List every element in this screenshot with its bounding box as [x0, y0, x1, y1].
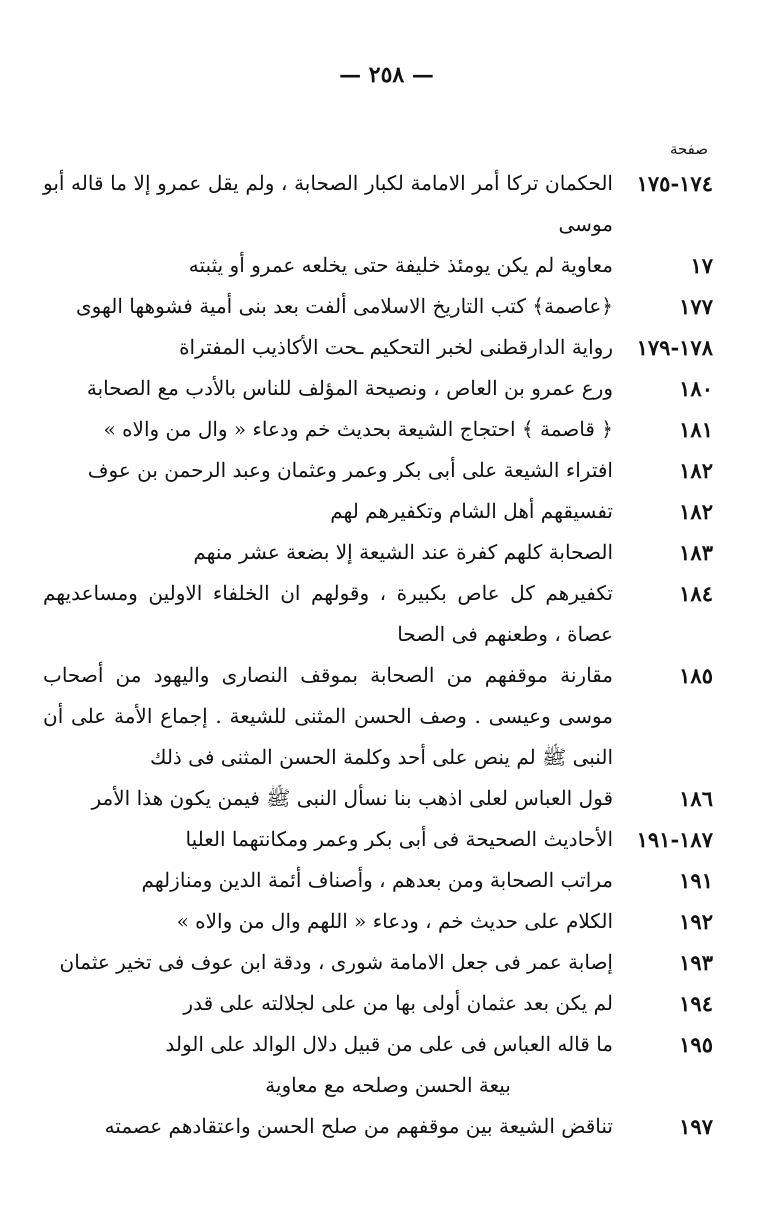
- entry-text: ﴿عاصمة﴾ كتب التاريخ الاسلامى ألفت بعد بنى أمية فشوهها الهوى: [76, 294, 613, 318]
- index-entry: [43, 409, 713, 450]
- entry-text: قول العباس لعلى اذهب بنا نسأل النبى ﷺ فيمن يكون هذا الأمر: [91, 786, 613, 810]
- index-entry: [43, 942, 713, 983]
- entry-text: مراتب الصحابة ومن بعدهم ، وأصناف أئمة الدين ومنازلهم: [141, 868, 613, 892]
- entry-page-number: ١٨٤: [679, 581, 713, 606]
- entry-page-number: ١٧٤-١٧٥: [636, 171, 713, 196]
- entry-text: تفسيقهم أهل الشام وتكفيرهم لهم: [330, 499, 613, 523]
- entry-page-number: ١٨٢: [679, 458, 713, 483]
- index-entry: [43, 901, 713, 942]
- entry-page-number: ١٨٦: [679, 786, 713, 811]
- entry-text: الحكمان تركا أمر الامامة لكبار الصحابة ، ولم يقل عمرو إلا ما قاله أبو موسى: [43, 171, 613, 236]
- entry-page-number: ١٨٧-١٩١: [636, 827, 713, 852]
- entry-text: ما قاله العباس فى على من قبيل دلال الوالد على الولد: [165, 1032, 613, 1056]
- entry-page-number: ١٩١: [679, 868, 713, 893]
- entry-page-number: ١٧: [690, 253, 713, 278]
- entry-page-number: ١٨٥: [679, 663, 713, 688]
- page-number: — ٢٥٨ —: [339, 62, 434, 88]
- index-entries: [43, 163, 713, 1147]
- entry-page-number: ١٩٥: [679, 1032, 713, 1057]
- page-column-label: صفحة: [669, 140, 708, 158]
- index-entry: [43, 860, 713, 901]
- entry-page-number: ١٧٧: [679, 294, 713, 319]
- entry-page-number: ١٩٤: [679, 991, 713, 1016]
- index-entry: [43, 327, 713, 368]
- index-entry: [43, 491, 713, 532]
- entry-page-number: ١٨٢: [679, 499, 713, 524]
- index-entry: [43, 983, 713, 1024]
- entry-text: مقارنة موقفهم من الصحابة بموقف النصارى واليهود من أصحاب موسى وعيسى . وصف الحسن المثنى للشيعة . إجماع الأمة على أن النبى ﷺ لم ينص على أحد وكلمة الحسن المثنى فى ذلك: [43, 663, 613, 769]
- entry-text: الصحابة كلهم كفرة عند الشيعة إلا بضعة عشر منهم: [193, 540, 613, 564]
- entry-text: رواية الدارقطنى لخبر التحكيم ـحت الأكاذيب المفتراة: [179, 335, 613, 359]
- entry-page-number: ١٨٠: [679, 376, 713, 401]
- entry-page-number: ١٨١: [679, 417, 713, 442]
- index-entry: [43, 655, 713, 778]
- index-entry: [43, 819, 713, 860]
- index-entry: [43, 286, 713, 327]
- entry-text: إصابة عمر فى جعل الامامة شورى ، ودقة ابن عوف فى تخير عثمان: [59, 950, 613, 974]
- index-entry: [43, 368, 713, 409]
- entry-text: تكفيرهم كل عاص بكبيرة ، وقولهم ان الخلفاء الاولين ومساعديهم عصاة ، وطعنهم فى الصحا: [43, 581, 614, 646]
- index-entry: [43, 1024, 713, 1065]
- entry-text: الكلام على حديث خم ، ودعاء « اللهم وال من والاه »: [176, 909, 613, 933]
- entry-text: الأحاديث الصحيحة فى أبى بكر وعمر ومكانتهما العليا: [185, 827, 613, 851]
- entry-text: ورع عمرو بن العاص ، ونصيحة المؤلف للناس بالأدب مع الصحابة: [86, 376, 613, 400]
- entry-text: ﴿ قاصمة ﴾ احتجاج الشيعة بحديث خم ودعاء « وال من والاه »: [103, 417, 613, 441]
- entry-page-number: ١٩٧: [679, 1114, 713, 1139]
- index-entry: [43, 1106, 713, 1147]
- index-entry: [43, 163, 713, 245]
- entry-page-number: ١٩٢: [679, 909, 713, 934]
- index-entry: [43, 450, 713, 491]
- entry-page-number: ١٧٨-١٧٩: [636, 335, 713, 360]
- entry-text: معاوية لم يكن يومئذ خليفة حتى يخلعه عمرو أو يثبته: [188, 253, 613, 277]
- entry-text: تناقض الشيعة بين موقفهم من صلح الحسن واعتقادهم عصمته: [104, 1114, 613, 1138]
- entry-page-number: ١٨٣: [679, 540, 713, 565]
- index-entry: [43, 245, 713, 286]
- entry-text: بيعة الحسن وصلحه مع معاوية: [265, 1073, 511, 1097]
- entry-text: لم يكن بعد عثمان أولى بها من على لجلالته على قدر: [183, 991, 613, 1015]
- entry-text: افتراء الشيعة على أبى بكر وعمر وعثمان وعبد الرحمن بن عوف: [87, 458, 613, 482]
- index-entry: [43, 778, 713, 819]
- index-subheading: [43, 1065, 713, 1106]
- entry-page-number: ١٩٣: [679, 950, 713, 975]
- index-entry: [43, 532, 713, 573]
- index-entry: [43, 573, 713, 655]
